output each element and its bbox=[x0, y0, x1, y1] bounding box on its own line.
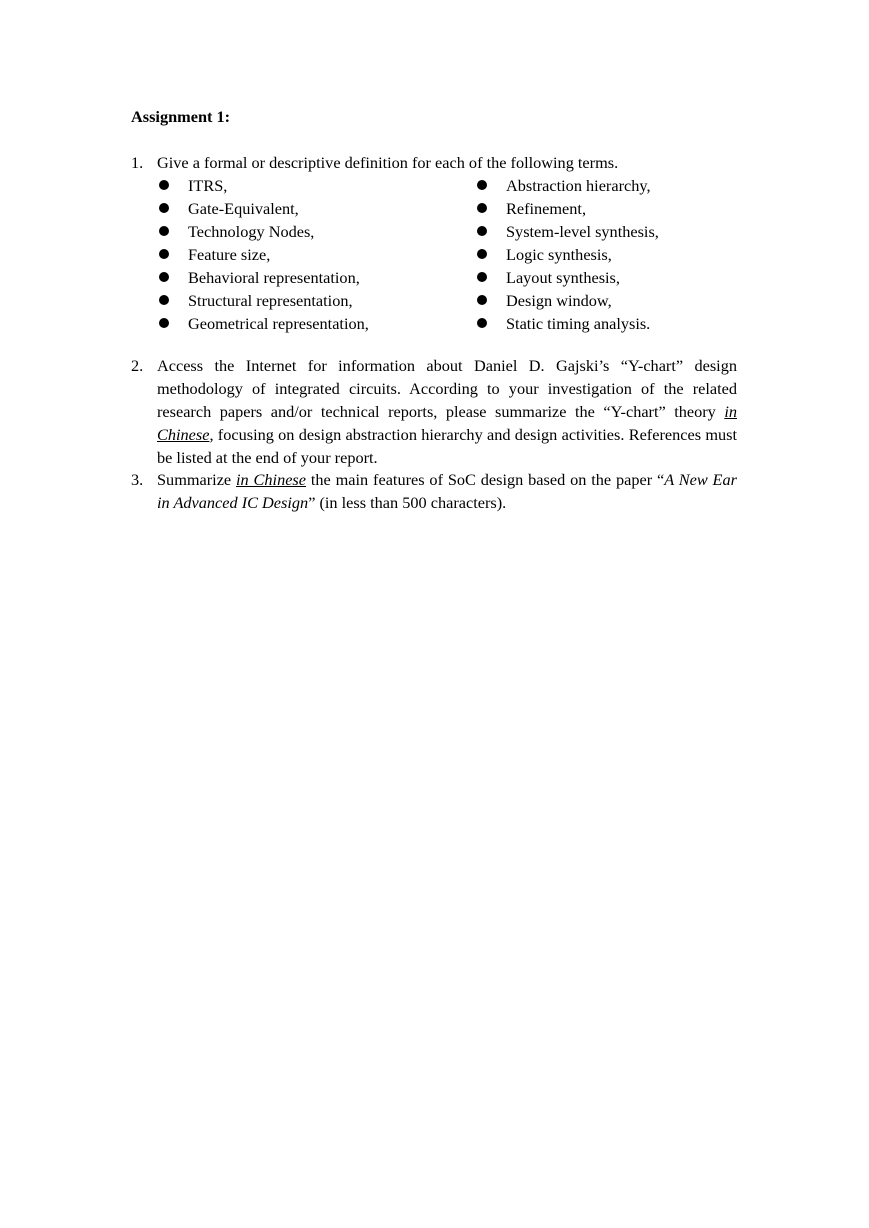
term-label: Behavioral representation, bbox=[188, 268, 360, 287]
bullet-icon bbox=[477, 203, 487, 213]
emphasis-text: in Chinese bbox=[157, 402, 737, 444]
term-label: Abstraction hierarchy, bbox=[506, 176, 651, 195]
list-item bbox=[157, 220, 369, 243]
term-label: Layout synthesis, bbox=[506, 268, 620, 287]
bullet-icon bbox=[159, 272, 169, 282]
list-item bbox=[475, 266, 659, 289]
list-item bbox=[475, 197, 659, 220]
question-text-continued: the main features of SoC design based on the paper “ bbox=[306, 470, 665, 489]
list-item bbox=[157, 174, 369, 197]
bullet-icon bbox=[477, 318, 487, 328]
list-item bbox=[157, 289, 369, 312]
question-body bbox=[157, 468, 737, 514]
bullet-icon bbox=[159, 295, 169, 305]
term-column-left bbox=[157, 174, 369, 335]
term-column-right bbox=[475, 174, 659, 335]
bullet-icon bbox=[477, 226, 487, 236]
bullet-icon bbox=[159, 249, 169, 259]
question-number: 2. bbox=[131, 356, 144, 375]
question-body bbox=[157, 151, 737, 335]
term-label: Design window, bbox=[506, 291, 612, 310]
paper-title: A New Ear in Advanced IC Design bbox=[157, 470, 737, 512]
emphasis-text: in Chinese bbox=[236, 470, 306, 489]
bullet-icon bbox=[477, 180, 487, 190]
bullet-icon bbox=[159, 318, 169, 328]
bullet-icon bbox=[477, 249, 487, 259]
bullet-icon bbox=[159, 180, 169, 190]
list-item bbox=[157, 266, 369, 289]
list-item bbox=[157, 312, 369, 335]
term-label: Static timing analysis. bbox=[506, 314, 651, 333]
term-label: Gate-Equivalent, bbox=[188, 199, 299, 218]
question-number: 3. bbox=[131, 470, 144, 489]
question-1 bbox=[131, 151, 737, 335]
term-label: Structural representation, bbox=[188, 291, 353, 310]
page-title: Assignment 1: bbox=[131, 107, 231, 126]
bullet-icon bbox=[159, 226, 169, 236]
term-label: Geometrical representation, bbox=[188, 314, 369, 333]
bullet-icon bbox=[477, 295, 487, 305]
question-number: 1. bbox=[131, 153, 144, 172]
question-3 bbox=[131, 468, 737, 514]
list-item bbox=[475, 220, 659, 243]
bullet-icon bbox=[159, 203, 169, 213]
list-item bbox=[157, 243, 369, 266]
question-body bbox=[157, 354, 737, 469]
question-text-end: ” (in less than 500 characters). bbox=[308, 493, 507, 512]
term-label: Technology Nodes, bbox=[188, 222, 315, 241]
list-item bbox=[157, 197, 369, 220]
question-text: Give a formal or descriptive definition for each of the following terms. bbox=[157, 153, 619, 172]
question-text: Access the Internet for information about Daniel D. Gajski’s “Y-chart” design methodology of integrated circuits. According to your investigation of the related research papers and/or technical reports, please summarize the “Y-chart” theory bbox=[157, 356, 737, 421]
term-label: System-level synthesis, bbox=[506, 222, 659, 241]
list-item bbox=[475, 174, 659, 197]
bullet-icon bbox=[477, 272, 487, 282]
term-label: Logic synthesis, bbox=[506, 245, 612, 264]
list-item bbox=[475, 312, 659, 335]
term-label: Feature size, bbox=[188, 245, 271, 264]
list-item bbox=[475, 243, 659, 266]
list-item bbox=[475, 289, 659, 312]
term-label: ITRS, bbox=[188, 176, 228, 195]
term-list bbox=[157, 174, 737, 335]
question-2 bbox=[131, 354, 737, 469]
term-label: Refinement, bbox=[506, 199, 587, 218]
question-text: Summarize bbox=[157, 470, 237, 489]
question-text-continued: , focusing on design abstraction hierarchy and design activities. References must be listed at the end of your report. bbox=[157, 425, 737, 467]
